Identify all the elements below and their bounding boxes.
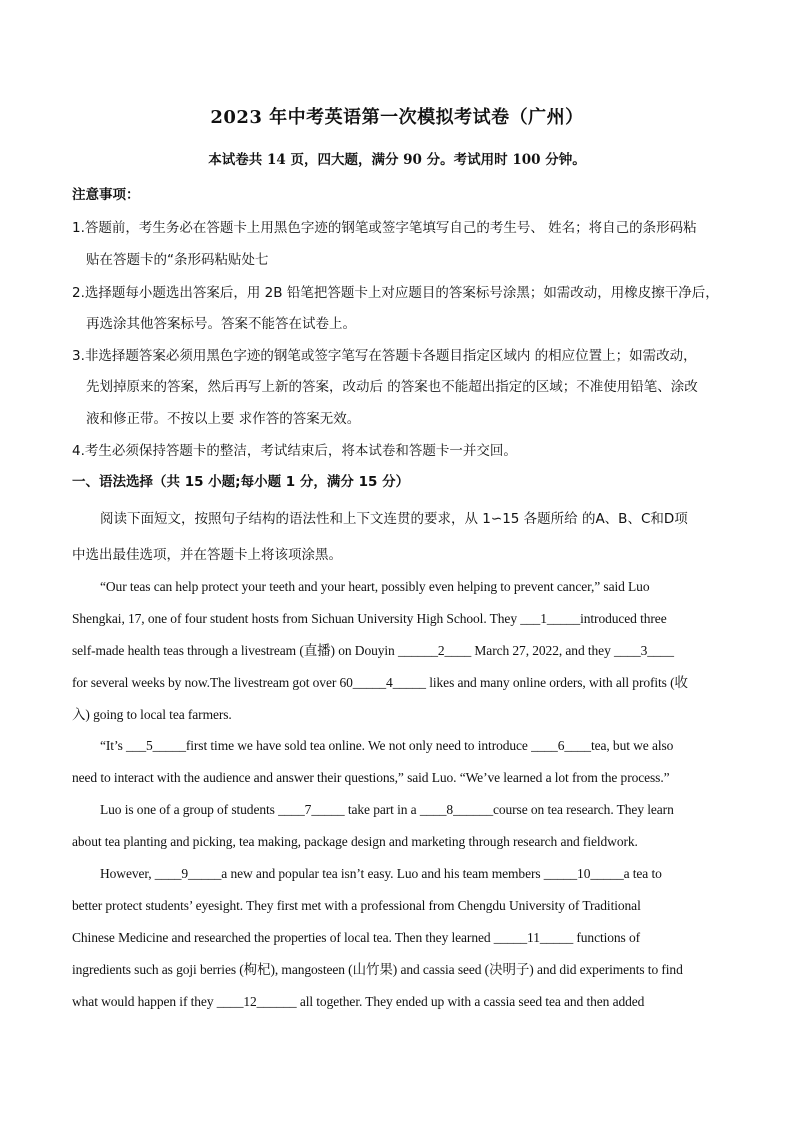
- notice-line: 2.选择题每小题选出答案后，用 2B 铅笔把答题卡上对应题目的答案标号涂黑；如需改动，用橡皮擦干净后，: [72, 285, 719, 301]
- passage-line: self-made health teas through a livestream (直播) on Douyin ______2____ March 27, 2022, and they ____3____: [72, 643, 674, 658]
- notice-heading: 注意事项：: [72, 187, 140, 203]
- passage-line: about tea planting and picking, tea making, package design and marketing through research and fieldwork.: [72, 834, 638, 849]
- passage-line: However, ____9_____a new and popular tea isn’t easy. Luo and his team members _____10_____a tea to: [100, 866, 662, 881]
- passage-line: for several weeks by now.The livestream got over 60_____4_____ likes and many online orders, with all profits (收: [72, 675, 688, 690]
- passage-line: better protect students’ eyesight. They first met with a professional from Chengdu University of Traditional: [72, 898, 641, 913]
- page-title: 2023 年中考英语第一次模拟考试卷（广州）: [210, 107, 584, 128]
- section-heading: 一、语法选择（共 15 小题;每小题 1 分，满分 15 分）: [72, 474, 410, 490]
- notice-line: 3.非选择题答案必须用黑色字迹的钢笔或签字笔写在答题卡各题目指定区域内 的相应位置上；如需改动，: [72, 348, 697, 364]
- page-subtitle: 本试卷共 14 页，四大题，满分 90 分。考试用时 100 分钟。: [208, 152, 586, 168]
- passage-line: what would happen if they ____12______ all together. They ended up with a cassia seed tea and then added: [72, 994, 645, 1009]
- passage-line: 入) going to local tea farmers.: [72, 707, 232, 722]
- notice-line: 先划掉原来的答案，然后再写上新的答案，改动后 的答案也不能超出指定的区域；不准使用铅笔、涂改: [86, 379, 698, 395]
- notice-line: 4.考生必须保持答题卡的整洁，考试结束后，将本试卷和答题卡一并交回。: [72, 443, 517, 459]
- notice-line: 贴在答题卡的“条形码粘贴处七: [86, 252, 269, 268]
- passage-line: “It’s ___5_____first time we have sold tea online. We not only need to introduce ____6____tea, but we also: [100, 738, 674, 753]
- notice-line: 再选涂其他答案标号。答案不能答在试卷上。: [86, 316, 356, 332]
- instruction-line: 阅读下面短文，按照句子结构的语法性和上下文连贯的要求，从 1∽15 各题所给 的A、B、C和D项: [100, 511, 688, 527]
- notice-line: 液和修正带。不按以上要 求作答的答案无效。: [86, 411, 361, 427]
- passage-line: Chinese Medicine and researched the properties of local tea. Then they learned _____11_____ functions of: [72, 930, 641, 945]
- passage-line: ingredients such as goji berries (枸杞), mangosteen (山竹果) and cassia seed (决明子) and did experiments to find: [72, 962, 683, 977]
- passage-line: need to interact with the audience and answer their questions,” said Luo. “We’ve learned a lot from the process.”: [72, 770, 670, 785]
- passage-line: Luo is one of a group of students ____7_____ take part in a ____8______course on tea research. They learn: [100, 802, 674, 817]
- passage-line: Shengkai, 17, one of four student hosts from Sichuan University High School. They ___1_____introduced three: [72, 611, 667, 626]
- passage-line: “Our teas can help protect your teeth and your heart, possibly even helping to prevent cancer,” said Luo: [100, 579, 650, 594]
- instruction-line: 中选出最佳选项，并在答题卡上将该项涂黑。: [72, 547, 342, 563]
- notice-line: 1.答题前，考生务必在答题卡上用黑色字迹的钢笔或签字笔填写自己的考生号、 姓名；将自己的条形码粘: [72, 220, 697, 236]
